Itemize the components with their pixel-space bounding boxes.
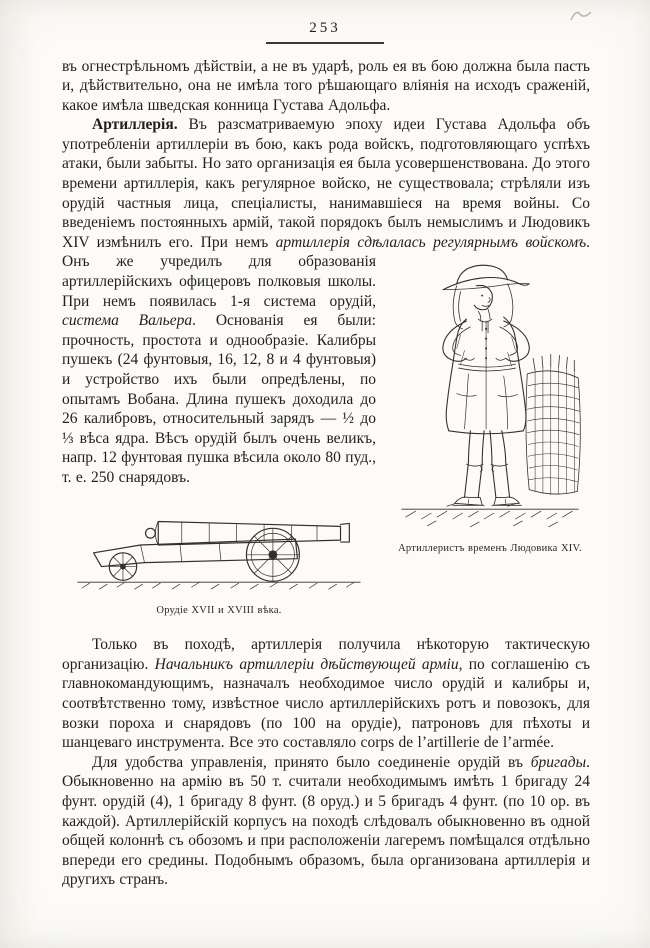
cannon-illustration xyxy=(71,496,367,594)
paragraph-3 xyxy=(62,619,590,753)
paragraph-text: Въ разсматриваемую эпоху идеи Густава Адольфа объ употребленіи артиллеріи въ бою, какъ рода войскъ, подготовляющаго успѣхъ атаки, были забыты. Но зато организація ея была усовершенствована. До этого времени артиллерія, какъ регулярное войско, не существовала; стрѣляли изъ орудій частныя лица, спеціалисты, нанимавшіеся на время войны. Со введеніемъ постоянныхъ армій, такой порядокъ былъ немыслимъ и Людовикъ XIV измѣнилъ его. При немъ xyxy=(62,116,590,251)
emphasis-text: Начальникъ артиллеріи дѣйствующей арміи xyxy=(154,655,459,673)
figure-cannon xyxy=(62,496,376,618)
paragraph-text: образованія артиллерійскихъ офицеровъ полковыя школы. При немъ появилась 1-я система орудій, xyxy=(62,253,376,310)
paragraph-text: . Онъ же учредилъ для xyxy=(62,233,591,271)
artillerist-illustration xyxy=(392,255,588,537)
emphasis-text: система Вальера xyxy=(62,312,193,330)
figure-caption: Артиллеристъ временъ Людовика XIV. xyxy=(398,543,582,555)
paragraph-1 xyxy=(62,57,590,116)
run-in-heading: Артиллерія. xyxy=(92,116,178,134)
figure-caption: Орудіе XVII и XVIII вѣка. xyxy=(156,605,282,617)
paragraph-text: Только въ походѣ, артиллерія получила нѣкоторую тактическую организацію. xyxy=(62,636,590,673)
paragraph-text: . Основанія ея были: прочность, простота и однообразіе. Калибры пушекъ (24 фунтовыя, 16, 12, 8 и 4 фунтовыя) и устройство ихъ были опредѣлены, по опытамъ Вобана. Длина пушекъ доходила до 26 калибровъ, относительный зарядъ — ½ до ⅓ вѣса ядра. Вѣсъ орудій былъ очень великъ, напр. 12 фунтовая пушка вѣсила около 80 пуд., т. е. 250 снарядовъ. xyxy=(62,312,376,486)
paragraph-text: . Обыкновенно на армію въ 50 т. считали необходимымъ имѣть 1 бригаду 24 фунт. орудій (4), 1 бригаду 8 фунт. (8 оруд.) и 5 бригадъ 4 фунт. (по 10 ор. въ каждой). Артиллерійскій корпусъ на походѣ слѣдовалъ обыкновенно въ одной общей колоннѣ съ обозомъ и при расположеніи лагеремъ помѣщался отдѣльно впереди его средины. Подобнымъ образомъ, была организована артиллерія и другихъ странъ. xyxy=(62,753,590,889)
artillerist-figure xyxy=(443,266,529,506)
page-number: 253 xyxy=(309,20,341,36)
paragraph-text: Для удобства управленія, принято было соединеніе орудій въ xyxy=(92,753,531,771)
gabion-basket xyxy=(526,355,580,495)
emphasis-text: артиллерія сдѣлалась регулярнымъ войскомъ xyxy=(275,233,587,251)
ground-hatching xyxy=(78,582,360,589)
small-wheel xyxy=(109,552,136,579)
emphasis-text: бригады xyxy=(530,753,587,771)
pencil-mark-icon xyxy=(568,6,594,24)
page-header xyxy=(0,0,650,44)
paragraph-4 xyxy=(62,753,590,890)
ground-hatching xyxy=(402,504,578,528)
text-block xyxy=(62,57,590,890)
paragraph-2 xyxy=(62,115,591,555)
figure-artillerist xyxy=(390,255,590,555)
paragraph-text: въ огнестрѣльномъ дѣйствіи, а не въ ударѣ, роль ея въ бою должна была пасть и, дѣйствительно, она не имѣла того рѣшающаго вліянія на исходъ сраженій, какое имѣла шведская конница Густава Адольфа. xyxy=(62,57,590,114)
header-rule xyxy=(266,42,384,44)
paragraph-text: , по соглашенію съ главнокомандующимъ, назначалъ необходимое число орудій и калибры и, соотвѣтственно тому, извѣстное число артиллерійскихъ ротъ и повозокъ, для возки пороха и снарядовъ (по 100 на орудіе), патроновъ для пѣхоты и шанцеваго инструмента. Все это составляло corps de l’artillerie de l’armée. xyxy=(62,655,590,752)
